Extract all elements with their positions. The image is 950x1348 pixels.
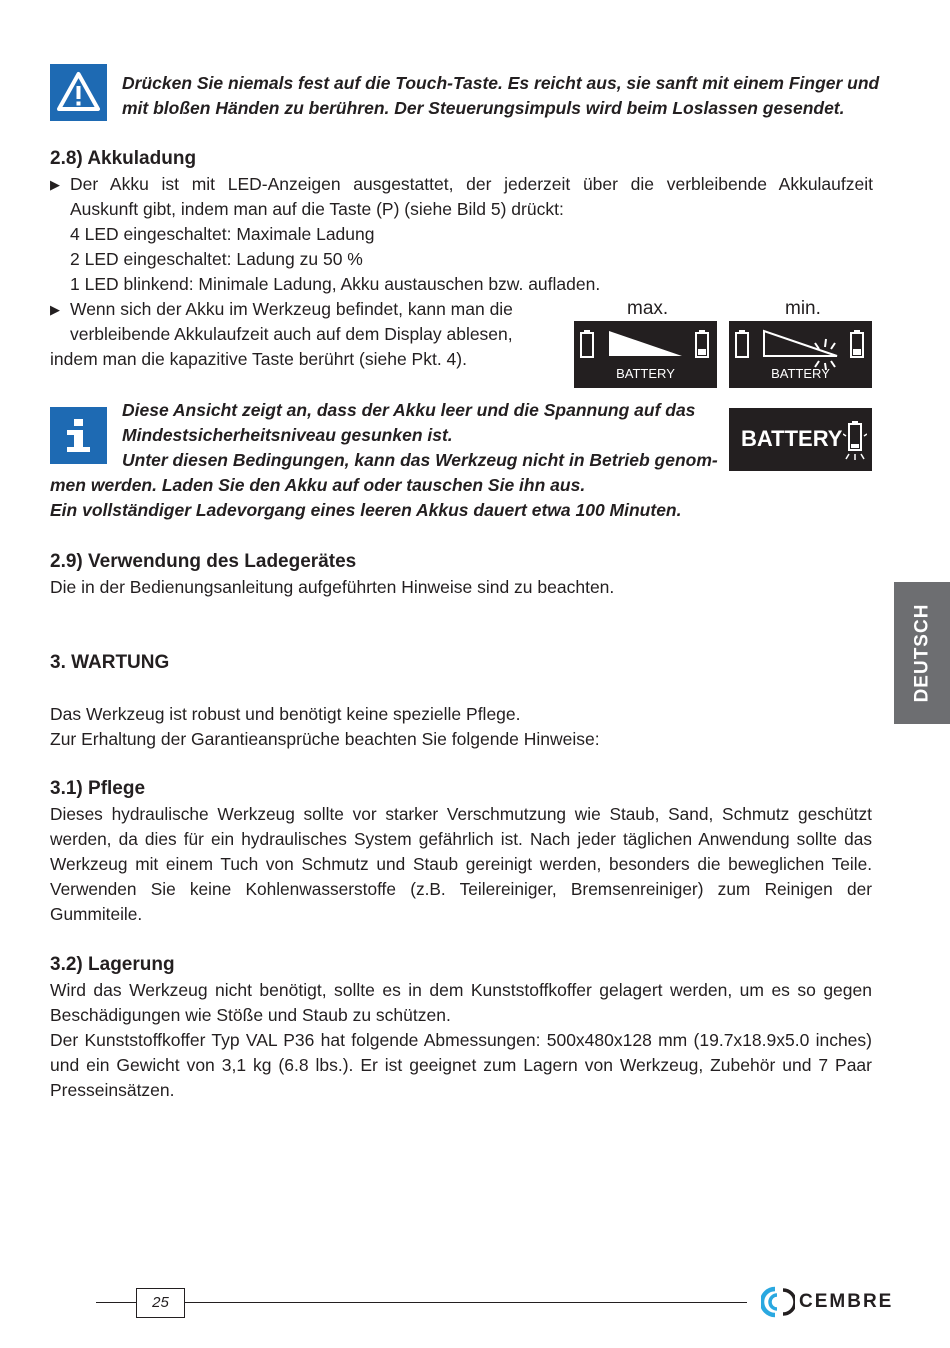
page-number: 25 xyxy=(136,1288,185,1318)
section-heading-3: 3. WARTUNG xyxy=(50,652,170,673)
section-3-line: Das Werkzeug ist robust und benötigt keine spezielle Pflege. xyxy=(50,704,521,724)
info-line: Unter diesen Bedingungen, kann das Werkzeug nicht in Betrieb genom- xyxy=(122,450,718,470)
display-min-caption: min. xyxy=(785,298,821,319)
warning-icon xyxy=(50,64,107,121)
info-line: Diese Ansicht zeigt an, dass der Akku leer und die Spannung auf das xyxy=(122,400,696,420)
bullet-arrow-icon: ▶ xyxy=(50,302,60,317)
bullet-1-line: 1 LED blinkend: Minimale Ladung, Akku austauschen bzw. aufladen. xyxy=(70,274,601,294)
display-max-caption: max. xyxy=(627,298,669,319)
cembre-logo xyxy=(761,1286,894,1318)
section-heading-3-2: 3.2) Lagerung xyxy=(50,954,175,975)
footer-rule xyxy=(185,1302,747,1303)
section-3-1-text: Dieses hydraulische Werkzeug sollte vor starker Verschmutzung wie Staub, Sand, Schmutz geschützt werden, da dies für ein hydraulisches System gefährlich ist. Nach jeder täglichen Anwendung sollte das Werkzeug mit einem Tuch von Schmutz und Staub gereinigt werden, besonders die beweglichen Teile. Verwenden Sie keine Kohlenwasserstoffe (z.B. Teilereiniger, Bremsenreiniger) zum Reinigen der Gummiteile. xyxy=(50,804,872,924)
cembre-logo-text: CEMBRE xyxy=(799,1291,894,1312)
section-heading-2-9: 2.9) Verwendung des Ladegerätes xyxy=(50,551,357,572)
warning-line: mit bloßen Händen zu berühren. Der Steuerungsimpuls wird beim Loslassen gesendet. xyxy=(122,98,845,118)
footer-rule xyxy=(96,1302,136,1303)
bullet-1-line: Auskunft gibt, indem man auf die Taste (P) (siehe Bild 5) drückt: xyxy=(70,199,564,219)
battery-display-max xyxy=(574,321,717,388)
bullet-1-line: 2 LED eingeschaltet: Ladung zu 50 % xyxy=(70,249,363,269)
section-2-9-text: Die in der Bedienungsanleitung aufgeführten Hinweise sind zu beachten. xyxy=(50,577,615,597)
bullet-2-line: verbleibende Akkulaufzeit auch auf dem Display ablesen, xyxy=(70,324,513,344)
battery-empty-icon xyxy=(843,418,867,462)
section-3-2-text-1: Wird das Werkzeug nicht benötigt, sollte es in dem Kunststoffkoffer gelagert werden, um es so gegen Beschädigungen wie Stöße und Staub zu schützen. xyxy=(50,980,872,1025)
language-tab-label: DEUTSCH xyxy=(911,603,933,703)
battery-display-min xyxy=(729,321,872,388)
bullet-1-line: 4 LED eingeschaltet: Maximale Ladung xyxy=(70,224,375,244)
section-heading-3-1: 3.1) Pflege xyxy=(50,778,146,799)
bullet-2-line: indem man die kapazitive Taste berührt (siehe Pkt. 4). xyxy=(50,349,467,369)
info-line: Ein vollständiger Ladevorgang eines leeren Akkus dauert etwa 100 Minuten. xyxy=(50,500,682,520)
section-3-2-text-2: Der Kunststoffkoffer Typ VAL P36 hat folgende Abmessungen: 500x480x128 mm (19.7x18.9x5.0 inches) und ein Gewicht von 3,1 kg (6.8 lbs.). Er ist geeignet zum Lagern von Werkzeug, Zubehör und 7 Paar Presseinsätzen. xyxy=(50,1030,872,1100)
section-heading-2-8: 2.8) Akkuladung xyxy=(50,148,197,169)
info-icon xyxy=(50,407,107,464)
bullet-arrow-icon: ▶ xyxy=(50,177,60,192)
cembre-logo-icon xyxy=(761,1286,795,1318)
info-line: Mindestsicherheitsniveau gesunken ist. xyxy=(122,425,453,445)
bullet-2-line: Wenn sich der Akku im Werkzeug befindet, kann man die xyxy=(70,299,513,319)
language-tab xyxy=(894,582,950,724)
info-line: men werden. Laden Sie den Akku auf oder tauschen Sie ihn aus. xyxy=(50,475,586,495)
battery-empty-label: BATTERY xyxy=(741,426,843,451)
warning-line: Drücken Sie niemals fest auf die Touch-Taste. Es reicht aus, sie sanft mit einem Finger und xyxy=(122,73,880,93)
battery-label: BATTERY xyxy=(771,366,830,381)
battery-empty-display xyxy=(729,408,872,471)
battery-label: BATTERY xyxy=(616,366,675,381)
section-3-line: Zur Erhaltung der Garantieansprüche beachten Sie folgende Hinweise: xyxy=(50,729,600,749)
bullet-1-line: Der Akku ist mit LED-Anzeigen ausgestattet, der jederzeit über die verbleibende Akkulaufzeit xyxy=(70,174,873,194)
